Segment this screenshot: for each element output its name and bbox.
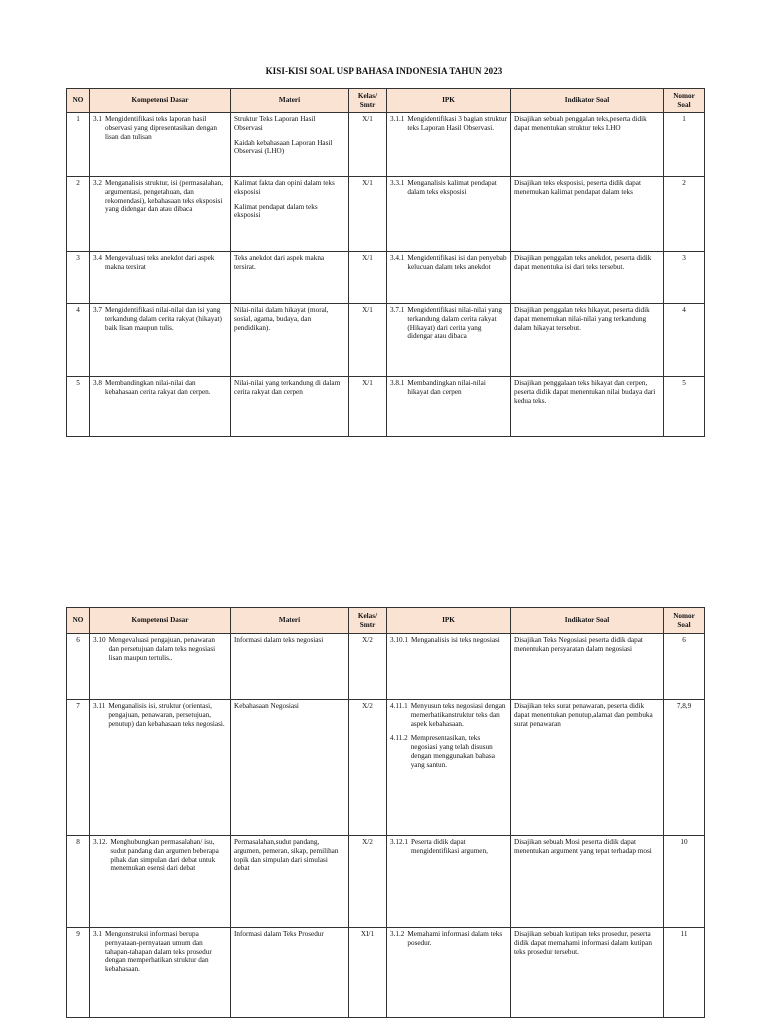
ipk-cell <box>387 113 511 177</box>
kelas-semester: X/2 <box>349 700 387 836</box>
header-no: NO <box>67 89 90 113</box>
ipk-cell <box>387 252 511 304</box>
nomor-soal: 2 <box>664 177 705 252</box>
kompetensi-text: Membandingkan nilai-nilai dan kebahasaan cerita rakyat dan cerpen. <box>104 379 211 396</box>
kompetensi-dasar-cell <box>90 634 231 700</box>
row-number: 3 <box>67 252 90 304</box>
kompetensi-item <box>93 115 227 141</box>
materi-text: Informasi dalam teks negosiasi <box>234 636 324 644</box>
kompetensi-code: 3.12. <box>93 838 108 846</box>
table-row <box>67 700 705 836</box>
ipk-text: Mengidentifikasi isi dan penyebab kelucuan dalam teks anekdot <box>407 254 507 271</box>
materi-text: Kalimat fakta dan opini dalam teks eksposisi <box>234 179 335 196</box>
nomor-soal: 5 <box>664 377 705 437</box>
kelas-semester: XI/1 <box>349 928 387 1018</box>
kompetensi-item <box>93 379 227 397</box>
ipk-cell <box>387 377 511 437</box>
kompetensi-text: Menganalisis isi, struktur (orientasi, pengajuan, penawaran, persetujuan, penutup) dan kebahasaan teks negosiasi. <box>108 702 225 728</box>
kompetensi-code: 3.2 <box>93 179 102 187</box>
header-ipk: IPK <box>387 608 511 634</box>
materi-cell <box>231 928 349 1018</box>
row-number: 9 <box>67 928 90 1018</box>
ipk-item <box>390 115 507 133</box>
header-indikator-soal: Indikator Soal <box>511 89 664 113</box>
materi-text: Kebahasaan Negosiasi <box>234 702 299 710</box>
ipk-code: 3.3.1 <box>390 179 405 187</box>
kelas-semester: X/1 <box>349 252 387 304</box>
ipk-cell <box>387 634 511 700</box>
nomor-soal: 3 <box>664 252 705 304</box>
indikator-soal: Disajikan teks eksposisi, peserta didik dapat menemukan kalimat pendapat dalam teks <box>511 177 664 252</box>
header-ipk: IPK <box>387 89 511 113</box>
indikator-soal: Disajikan Teks Negosiasi peserta didik dapat menentukan persyaratan dalam negosiasi <box>511 634 664 700</box>
materi-cell <box>231 700 349 836</box>
kompetensi-item <box>93 930 227 974</box>
ipk-item <box>390 838 507 856</box>
kompetensi-dasar-cell <box>90 177 231 252</box>
kelas-semester: X/2 <box>349 836 387 928</box>
ipk-item <box>390 379 507 397</box>
row-number: 2 <box>67 177 90 252</box>
row-number: 4 <box>67 304 90 377</box>
indikator-soal: Disajikan penggalaan teks hikayat dan cerpen, peserta didik dapat menentukan nilai budaya dari kedua teks. <box>511 377 664 437</box>
kompetensi-dasar-cell <box>90 113 231 177</box>
header-kompetensi-dasar: Kompetensi Dasar <box>90 608 231 634</box>
indikator-soal: Disajikan teks surat penawaran, peserta didik dapat menentukan penutup,alamat dan pembuka surat penawaran <box>511 700 664 836</box>
ipk-text: Mempresentasikan, teks negosiasi yang telah disusun dengan menggunakan bahasa yang santun. <box>410 734 495 769</box>
header-kelas: Kelas/ Smtr <box>349 89 387 113</box>
kompetensi-text: Menghubungkan permasalahan/ isu, sudut pandang dan argumen beberapa pihak dan simpulan dari debat untuk menemukan esensi dari debat <box>110 838 219 873</box>
kompetensi-dasar-cell <box>90 252 231 304</box>
ipk-code: 4.11.2 <box>390 734 408 743</box>
table-row <box>67 634 705 700</box>
kelas-semester: X/1 <box>349 113 387 177</box>
table-row <box>67 928 705 1018</box>
ipk-code: 4.11.1 <box>390 702 408 710</box>
kompetensi-dasar-cell <box>90 304 231 377</box>
kompetensi-text: Mengidentifikasi nilai-nilai dan isi yang terkandung dalam cerita rakyat (hikayat) baik lisan maupun tulis. <box>104 306 222 332</box>
header-materi: Materi <box>231 608 349 634</box>
materi-text: Kaidah kebahasaan Laporan Hasil Observasi (LHO) <box>234 138 333 156</box>
row-number: 1 <box>67 113 90 177</box>
header-no: NO <box>67 608 90 634</box>
indikator-soal: Disajikan penggalan teks anekdot, peserta didik dapat menentuka isi dari teks tersebut. <box>511 252 664 304</box>
materi-text: Struktur Teks Laporan Hasil Observasi <box>234 115 316 132</box>
ipk-code: 3.1.1 <box>390 115 405 123</box>
table-row <box>67 113 705 177</box>
nomor-soal: 4 <box>664 304 705 377</box>
materi-cell <box>231 377 349 437</box>
nomor-soal: 6 <box>664 634 705 700</box>
nomor-soal: 10 <box>664 836 705 928</box>
table-row <box>67 177 705 252</box>
materi-cell <box>231 634 349 700</box>
kompetensi-dasar-cell <box>90 377 231 437</box>
materi-text: Permasalahan,sudut pandang, argumen, pemeran, sikap, pemilihan topik dan simpulan dari simulasi debat <box>234 838 339 873</box>
kompetensi-item <box>93 838 227 873</box>
kompetensi-item <box>93 306 227 332</box>
ipk-cell <box>387 928 511 1018</box>
ipk-item <box>390 636 507 645</box>
kompetensi-text: Menganalisis struktur, isi (permasalahan, argumentasi, pengetahuan, dan rekomendasi), kebahasaan teks eksposisi yang didengar dan atau dibaca <box>104 179 224 214</box>
kompetensi-item <box>93 702 227 728</box>
ipk-code: 3.1.2 <box>390 930 405 938</box>
ipk-text: Mengidentifikasi nilai-nilai yang terkandung dalam cerita rakyat (Hikayat) dari cerita yang didengar atau dibaca <box>407 306 502 341</box>
materi-cell <box>231 113 349 177</box>
materi-cell <box>231 252 349 304</box>
materi-cell <box>231 177 349 252</box>
ipk-text: Membandingkan nilai-nilai hikayat dan cerpen <box>407 379 486 396</box>
kompetensi-dasar-cell <box>90 928 231 1018</box>
ipk-text: Menganalisis kalimat pendapat dalam teks eksposisi <box>407 179 497 196</box>
materi-text: Teks anekdot dari aspek makna tersirat. <box>234 254 325 271</box>
ipk-text: Peserta didik dapat mengidentifikasi argumen, <box>410 838 488 855</box>
ipk-item <box>390 306 507 341</box>
kompetensi-item <box>93 179 227 214</box>
kompetensi-text: Mengonstruksi informasi berupa pernyataan-pernyataan umum dan tahapan-tahapan dalam teks prosedur dengan memperhatikan struktur dan kebahasaan. <box>104 930 212 974</box>
kisi-kisi-table-2 <box>66 607 705 1018</box>
nomor-soal: 7,8,9 <box>664 700 705 836</box>
kompetensi-code: 3.1 <box>93 115 102 123</box>
table-row <box>67 377 705 437</box>
kompetensi-text: Mengevaluasi pengajuan, penawaran dan persetujuan dalam teks negosiasi lisan maupun tertulis.. <box>108 636 216 662</box>
ipk-text: Menganalisis isi teks negosiasi <box>410 636 500 644</box>
materi-text: Nilai-nilai dalam hikayat (moral, sosial, agama, budaya, dan pendidikan). <box>234 306 329 332</box>
header-nomor-soal: Nomor Soal <box>664 89 705 113</box>
kelas-semester: X/2 <box>349 634 387 700</box>
kelas-semester: X/1 <box>349 304 387 377</box>
table-row <box>67 836 705 928</box>
kompetensi-item <box>93 636 227 662</box>
row-number: 8 <box>67 836 90 928</box>
ipk-item <box>390 179 507 197</box>
header-kelas: Kelas/ Smtr <box>349 608 387 634</box>
ipk-cell <box>387 177 511 252</box>
kompetensi-code: 3.10 <box>93 636 106 644</box>
kompetensi-item <box>93 254 227 272</box>
ipk-cell <box>387 700 511 836</box>
indikator-soal: Disajikan penggalan teks hikayat, peserta didik dapat menemukan nilai-nilai yang terkandung dalam hikayat tersebut. <box>511 304 664 377</box>
kompetensi-code: 3.7 <box>93 306 102 314</box>
ipk-code: 3.8.1 <box>390 379 405 387</box>
kelas-semester: X/1 <box>349 377 387 437</box>
ipk-item <box>390 702 507 728</box>
header-kompetensi-dasar: Kompetensi Dasar <box>90 89 231 113</box>
kompetensi-code: 3.4 <box>93 254 102 262</box>
kompetensi-text: Mengevaluasi teks anekdot dari aspek makna tersirat <box>104 254 215 271</box>
ipk-text: Menyusun teks negosiasi dengan memerhatikanstruktur teks dan aspek kebahasaan. <box>410 702 506 728</box>
header-indikator-soal: Indikator Soal <box>511 608 664 634</box>
indikator-soal: Disajikan sebuah kutipan teks prosedur, peserta didik dapat memahami informasi dalam kutipan teks prosedur tersebut. <box>511 928 664 1018</box>
kisi-kisi-table-1 <box>66 88 705 437</box>
ipk-item <box>390 734 507 769</box>
kompetensi-code: 3.1 <box>93 930 102 938</box>
ipk-item <box>390 254 507 272</box>
ipk-text: Mengidentifikasi 3 bagian struktur teks Laporan Hasil Observasi. <box>407 115 507 132</box>
materi-cell <box>231 304 349 377</box>
kompetensi-dasar-cell <box>90 700 231 836</box>
indikator-soal: Disajikan sebuah Mosi peserta didik dapat menentukan argument yang tepat terhadap mosi <box>511 836 664 928</box>
kompetensi-code: 3.8 <box>93 379 102 387</box>
header-materi: Materi <box>231 89 349 113</box>
ipk-cell <box>387 836 511 928</box>
indikator-soal: Disajikan sebuah penggalan teks,peserta didik dapat menentukan struktur teks LHO <box>511 113 664 177</box>
materi-cell <box>231 836 349 928</box>
kompetensi-dasar-cell <box>90 836 231 928</box>
materi-text: Kalimat pendapat dalam teks eksposisi <box>234 202 318 220</box>
ipk-item <box>390 930 507 948</box>
kelas-semester: X/1 <box>349 177 387 252</box>
ipk-code: 3.10.1 <box>390 636 408 644</box>
ipk-text: Memahami informasi dalam teks posedur. <box>407 930 503 947</box>
table-row <box>67 252 705 304</box>
ipk-code: 3.12.1 <box>390 838 408 846</box>
table-row <box>67 304 705 377</box>
nomor-soal: 1 <box>664 113 705 177</box>
header-nomor-soal: Nomor Soal <box>664 608 705 634</box>
row-number: 5 <box>67 377 90 437</box>
ipk-cell <box>387 304 511 377</box>
materi-text: Nilai-nilai yang terkandung di dalam cerita rakyat dan cerpen <box>234 379 341 396</box>
kompetensi-code: 3.11 <box>93 702 106 710</box>
materi-text: Informasi dalam Teks Prosedur <box>234 930 324 938</box>
kompetensi-text: Mengidentifikasi teks laporan hasil observasi yang dipresentasikan dengan lisan dan tulisan <box>104 115 217 141</box>
row-number: 6 <box>67 634 90 700</box>
nomor-soal: 11 <box>664 928 705 1018</box>
document-title: KISI-KISI SOAL USP BAHASA INDONESIA TAHUN 2023 <box>265 66 503 76</box>
row-number: 7 <box>67 700 90 836</box>
ipk-code: 3.7.1 <box>390 306 405 314</box>
ipk-code: 3.4.1 <box>390 254 405 262</box>
